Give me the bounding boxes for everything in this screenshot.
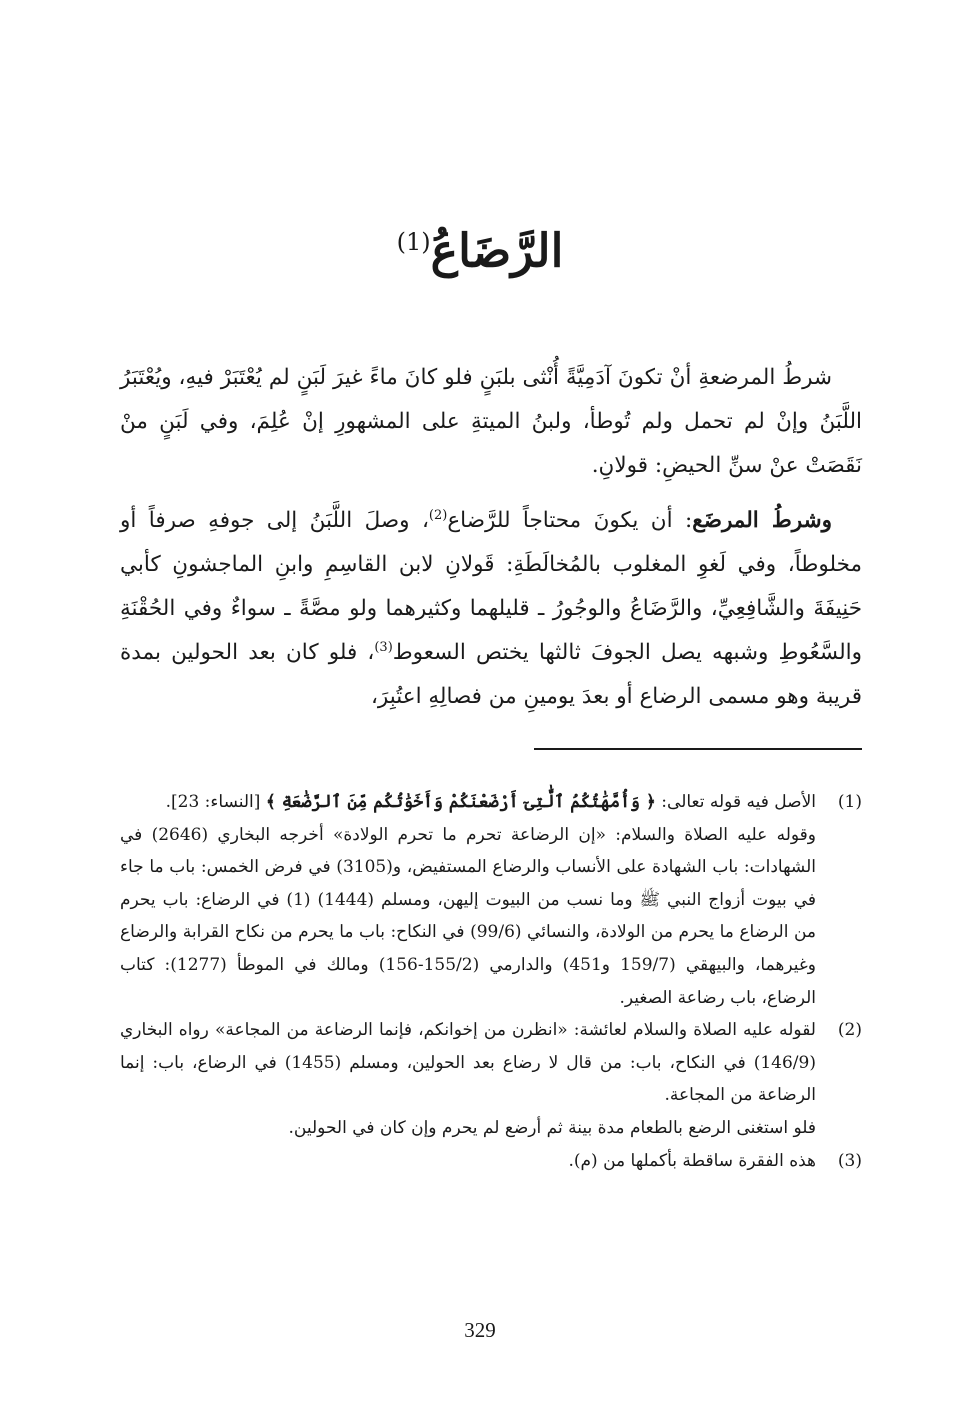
footnote-1-reference: [النساء: 23]. [165,792,261,812]
footnote-2 [120,1014,862,1144]
footnote-1-quran-verse: ﴿ وَأُمَّهَٰتُكُمُ ٱلَّٰتِىٓ أَرْضَعْنَكُمْ وَأَخَوَٰتُكُم مِّنَ ٱلرَّضَٰعَةِ ﴾ [265,792,656,812]
paragraph-2 [120,499,862,719]
footnote-separator [534,748,862,750]
footnote-1 [120,786,862,1014]
page-number: 329 [464,1318,496,1342]
footnote-3-number: (3) [837,1150,862,1171]
footnote-mark-2[interactable]: (2) [428,507,448,523]
footnotes [120,786,862,1177]
footnote-3 [120,1145,862,1178]
footnote-1-number: (1) [837,792,862,812]
paragraph-2-part-b: ، وصلَ اللَّبَنُ إلى جوفهِ صرفاً أو مخلوطاً، وفي لَغوِ المغلوب بالمُخالَطَةِ: قَولانِ لابن القاسِمِ وابنِ الماجشونِ كأبي حَنِيفَةَ والشَّافِعِيِّ، والرَّضَاعُ والوجُورُ ـ قليلهما وكثيرهما ولو مصَّةً ـ سواءٌ وفي الحُقْنَةِ والسَّعُوطِ وشبهه يصل الجوفَ ثالثها يختص السعوط [120,508,862,665]
chapter-title-text: الرَّضَاعُ [430,223,564,278]
paragraph-2-lead: وشرطُ المرضَع [692,508,832,533]
footnote-1-intro: الأصل فيه قوله تعالى: [661,792,816,812]
footnote-2-extra: فلو استغنى الرضع بالطعام مدة بينة ثم أرضع لم يحرم وإن كان في الحولين. [288,1117,816,1138]
paragraph-2-part-a: : أن يكونَ محتاجاً للرَّضاع [447,508,693,533]
title-footnote-mark[interactable]: (1) [396,228,431,256]
main-text [120,356,862,730]
footnote-1-body: وقوله عليه الصلاة والسلام: «إن الرضاعة تحرم ما تحرم الولادة» أخرجه البخاري (2646) في الشهادات: باب الشهادة على الأنساب والرضاع المستفيض، و(3105) في فرض الخمس: باب ما جاء في بيوت أزواج النبي ﷺ وما نسب من البيوت إليهن، ومسلم (1444) (1) في الرضاع: باب يحرم من الرضاع ما يحرم من الولادة، والنسائي (99/6) في النكاح: باب ما يحرم من نكاح القرابة والرضاع وغيرهما، والبيهقي (159/7 و451) والدارمي (155/2-156) ومالك في الموطأ (1277): كتاب الرضاع، باب رضاعة الصغير. [120,824,817,1008]
footnote-3-body: هذه الفقرة ساقطة بأكملها من (م). [568,1150,816,1171]
paragraph-1: شرطُ المرضعةِ أنْ تكونَ آدَمِيَّةً أُنْثى بلبَنٍ فلو كانَ ماءً غيرَ لَبَنٍ لم يُعْتَبَرْ فيهِ، ويُعْتَبَرُ اللَّبَنُ وإنْ لم تحمل ولم تُوطأ، ولبنُ الميتةِ على المشهورِ إنْ عُلِمَ، وفي لَبَنٍ منْ نَقَصَتْ عنْ سنِّ الحيضِ: قولانِ. [120,365,862,478]
footnote-2-number: (2) [837,1020,862,1041]
chapter-title [0,212,960,280]
footnote-mark-3[interactable]: (3) [374,639,393,655]
footnote-2-body: لقوله عليه الصلاة والسلام لعائشة: «انظرن من إخوانكم، فإنما الرضاعة من المجاعة» رواه البخاري (146/9) في النكاح، باب: من قال لا رضاع بعد الحولين، ومسلم (1455) في الرضاع، باب: إنما الرضاعة من المجاعة. [120,1020,816,1106]
paragraph-2-part-c: ، فلو كان بعد الحولين بمدة قريبة وهو مسمى الرضاع أو بعدَ يومينِ من فصالِهِ اعتُبِرَ، [120,640,862,709]
